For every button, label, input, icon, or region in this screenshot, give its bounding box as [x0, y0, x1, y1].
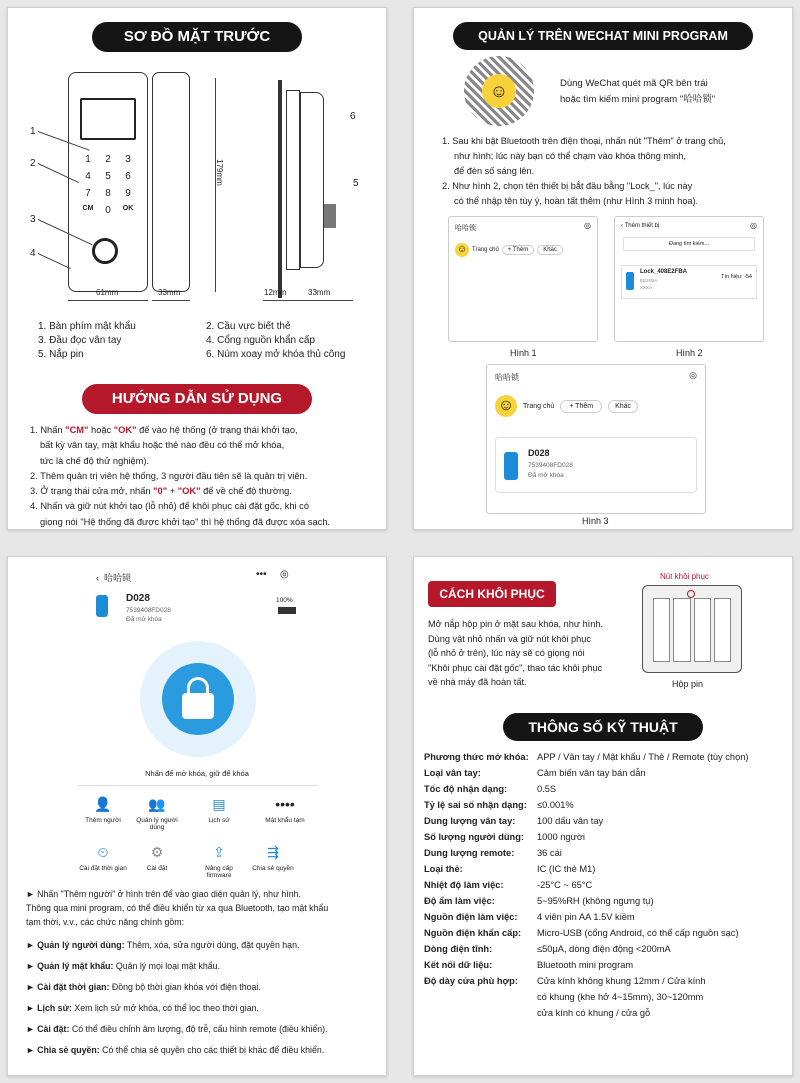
dim-side-a: 12mm: [264, 288, 287, 297]
history-button[interactable]: [194, 793, 244, 824]
smiley-icon: ☺: [495, 395, 517, 417]
spec-row: [424, 989, 789, 1005]
spec-key: Tốc độ nhận dạng:: [424, 784, 508, 794]
spec-value: Cảm biến vân tay bán dẫn: [537, 768, 646, 778]
target-icon: ◎: [750, 221, 757, 230]
device-card[interactable]: [495, 437, 697, 493]
spec-row: [424, 749, 789, 765]
key-2: 2: [105, 154, 111, 165]
target-icon[interactable]: ◎: [280, 569, 289, 580]
legend-item: 1. Bàn phím mật khẩu: [38, 321, 136, 332]
key-8: 8: [105, 188, 111, 199]
step-line: như hình; lúc này bạn có thể chạm vào khóa thông minh,: [454, 151, 686, 161]
spec-row: [424, 973, 789, 989]
feature-item: ► Quản lý mật khẩu: Quản lý mọi loại mật khẩu.: [26, 961, 221, 971]
spec-key: Dung lượng vân tay:: [424, 816, 516, 826]
battery-cell: [714, 598, 731, 662]
dim-line-depth: [152, 300, 190, 301]
intro-line: tạm thời, v.v., các chức năng chính gồm:: [26, 917, 185, 927]
key-1: 1: [85, 154, 91, 165]
spec-key: Dung lượng remote:: [424, 848, 515, 858]
more-icon[interactable]: •••: [256, 569, 267, 580]
add-device-title: Thêm thiết bị: [624, 223, 660, 229]
legend-item: 6. Núm xoay mở khóa thủ công: [206, 349, 346, 360]
guide-highlight: "CM": [65, 425, 89, 435]
icon-label: Lịch sử: [208, 817, 230, 824]
signal-strength: Tín hiệu: -54: [721, 274, 752, 280]
spec-key: Loại thẻ:: [424, 864, 463, 874]
spec-value: ≤0.001%: [537, 800, 574, 810]
search-status: Đang tìm kiếm...: [623, 237, 755, 251]
reset-button-label: Nút khôi phục: [660, 572, 709, 581]
spec-row: [424, 829, 789, 845]
front-diagram-panel: [7, 7, 387, 530]
home-label: Trang chủ: [472, 247, 499, 253]
icon-label: Nâng cấp firmware: [205, 865, 233, 879]
battery-level: 100%: [276, 597, 293, 604]
spec-value: Cửa kính không khung 12mm / Cửa kính: [537, 976, 706, 986]
spec-key: Nhiệt độ làm việc:: [424, 880, 504, 890]
feature-value: Quản lý mọi loại mật khẩu.: [113, 961, 221, 971]
add-person-icon: 👤: [94, 796, 112, 812]
temp-password-button[interactable]: [260, 793, 310, 824]
callout-6: 6: [350, 111, 356, 122]
unlock-hint: Nhấn để mở khóa, giữ để khóa: [145, 769, 249, 778]
home-row: [495, 395, 638, 417]
side-panel-plate: [278, 80, 282, 298]
feature-key: Chia sẻ quyền:: [37, 1045, 100, 1055]
feature-value: Đồng bộ thời gian khóa với điện thoại.: [109, 982, 261, 992]
guide-text: 1. Nhấn: [30, 425, 66, 435]
callout-2: 2: [30, 158, 36, 169]
key-9: 9: [125, 188, 131, 199]
spec-key: Kết nối dữ liệu:: [424, 960, 493, 970]
legend-item: 2. Cầu vực biết thẻ: [206, 321, 291, 332]
key-3: 3: [125, 154, 131, 165]
spec-row: [424, 877, 789, 893]
legend-list: [38, 321, 378, 360]
intro-text: [26, 887, 376, 929]
battery-cells: [653, 598, 731, 662]
spec-key: Tỷ lệ sai số nhận dạng:: [424, 800, 527, 810]
guide-text: +: [167, 486, 178, 497]
callout-3: 3: [30, 214, 36, 225]
key-5: 5: [105, 171, 111, 182]
spec-value: có khung (khe hở 4~15mm), 30~120mm: [537, 992, 704, 1002]
card-reader-window: [80, 98, 136, 140]
guide-highlight: "OK": [177, 486, 201, 497]
spec-row: [424, 893, 789, 909]
feature-item: ► Cài đặt: Có thể điều chỉnh âm lượng, độ trễ, cấu hình remote (điều khiển).: [26, 1024, 328, 1034]
figure-1-caption: Hình 1: [510, 348, 537, 358]
callout-4: 4: [30, 248, 36, 259]
feature-list: [26, 935, 381, 1061]
feature-value: Có thể điều chỉnh âm lượng, độ trễ, cấu hình remote (điều khiển).: [69, 1024, 328, 1034]
spec-list: [424, 749, 789, 1021]
feature-item: ► Cài đặt thời gian: Đồng bộ thời gian khóa với điện thoại.: [26, 982, 261, 992]
feature-item: ► Lịch sử: Xem lịch sử mở khóa, có thể lọc theo thời gian.: [26, 1003, 259, 1013]
guide-highlight: "0": [153, 486, 168, 497]
spec-value: 1000 người: [537, 832, 585, 842]
spec-key: Loại vân tay:: [424, 768, 481, 778]
reset-line: (lỗ nhỏ ở trên), lúc này sẽ có giọng nói: [428, 648, 585, 658]
wechat-steps: [442, 134, 787, 209]
battery-icon: [278, 607, 296, 614]
guide-text: 3. Ở trạng thái cửa mở, nhấn: [30, 486, 154, 497]
icon-label: Cài đặt thời gian: [79, 865, 127, 872]
spec-value: 36 cái: [537, 848, 562, 858]
guide-line: 4. Nhấn và giữ nút khởi tạo (lỗ nhỏ) để khôi phục cài đặt gốc, khi có: [30, 501, 309, 512]
settings-button[interactable]: [132, 841, 182, 872]
reset-specs-panel: [413, 556, 793, 1076]
clock-icon: ⏲: [97, 844, 109, 860]
qr-line: Dùng WeChat quét mã QR bên trái: [560, 78, 708, 89]
wechat-title: QUẢN LÝ TRÊN WECHAT MINI PROGRAM: [453, 22, 753, 50]
spec-value: IC (IC thẻ M1): [537, 864, 596, 874]
spec-row: [424, 765, 789, 781]
guide-line: giọng nói "Hệ thống đã được khởi tạo" thì hệ thống đã được xóa sạch.: [40, 516, 331, 527]
spec-key: Dòng điện tĩnh:: [424, 944, 493, 954]
front-diagram-title: SƠ ĐỒ MẶT TRƯỚC: [92, 22, 302, 52]
spec-value: Bluetooth mini program: [537, 960, 634, 970]
icon-label: Chia sẻ quyền: [252, 865, 294, 872]
spec-value: 0.5S: [537, 784, 557, 794]
legend-item: 4. Cổng nguồn khẩn cấp: [206, 335, 315, 346]
side-glass: [286, 90, 300, 270]
target-icon: ◎: [584, 221, 591, 230]
add-button[interactable]: + Thêm: [502, 245, 534, 255]
lock-sub: EE2FBA: [640, 278, 658, 283]
dim-line-side: [263, 300, 353, 301]
feature-value: Xem lịch sử mở khóa, có thể lọc theo thời gian.: [71, 1003, 259, 1013]
lock-icon: [504, 452, 518, 480]
reset-line: về nhà máy đã hoàn tất.: [428, 677, 527, 687]
lock-icon: [626, 272, 634, 290]
spec-row: [424, 861, 789, 877]
spec-key: Độ dày cửa phù hợp:: [424, 976, 518, 986]
feature-value: Có thể chia sẻ quyền cho các thiết bị khác để điều khiển.: [99, 1045, 325, 1055]
feature-key: Cài đặt thời gian:: [37, 982, 110, 992]
add-button[interactable]: + Thêm: [560, 400, 602, 413]
device-id: 7539408FD028: [126, 607, 171, 614]
battery-box: [642, 585, 742, 673]
app-name: 哈哈锁: [495, 373, 519, 382]
feature-item: ► Chia sẻ quyền: Có thể chia sẻ quyền cho các thiết bị khác để điều khiển.: [26, 1045, 325, 1055]
battery-cell: [653, 598, 670, 662]
qr-instructions: [560, 76, 715, 108]
step-line: 1. Sau khi bật Bluetooth trên điện thoại, nhấn nút "Thêm" ở trang chủ,: [442, 136, 726, 146]
app-name: 哈哈锁: [104, 573, 132, 583]
icon-label: Mật khẩu tạm: [265, 817, 305, 824]
spec-row: [424, 845, 789, 861]
feature-key: Lịch sử:: [37, 1003, 72, 1013]
history-icon: ▤: [212, 796, 226, 812]
feature-key: Cài đặt:: [37, 1024, 70, 1034]
app-control-panel: [7, 556, 387, 1076]
battery-box-label: Hộp pin: [672, 679, 704, 689]
other-button[interactable]: Khác: [608, 400, 638, 413]
guide-line: 2. Thêm quản trị viên hệ thống, 3 người đầu tiên sẽ là quản trị viên.: [30, 470, 308, 481]
padlock-icon: [182, 693, 214, 719]
share-icon: ⇶: [267, 844, 279, 860]
guide-line: tức là chế độ thử nghiệm).: [40, 455, 150, 466]
dim-height: 179mm: [214, 159, 224, 186]
dim-line-front: [68, 300, 148, 301]
users-icon: 👥: [148, 796, 166, 812]
keypad: [78, 154, 140, 216]
key-0: 0: [105, 205, 111, 216]
time-settings-button[interactable]: [78, 841, 128, 872]
back-header[interactable]: ‹ 哈哈锁: [96, 573, 132, 583]
spec-row: [424, 957, 789, 973]
wechat-panel: [413, 7, 793, 530]
key-7: 7: [85, 188, 91, 199]
divider: [78, 785, 318, 786]
guide-text: để vào hệ thống (ở trạng thái khởi tạo,: [136, 425, 298, 435]
guide-line: bất kỳ vân tay, mật khẩu hoặc thẻ nào đều có thể mở khóa,: [40, 440, 285, 451]
fingerprint-reader: [92, 238, 118, 264]
reset-line: Mở nắp hộp pin ở mặt sau khóa, như hình.: [428, 619, 604, 629]
spec-key: Phương thức mở khóa:: [424, 752, 529, 762]
spec-value: Micro-USB (cổng Android, có thể cấp nguồn sạc): [537, 928, 739, 938]
reset-pinhole[interactable]: [687, 590, 695, 598]
feature-item: ► Quản lý người dùng: Thêm, xóa, sửa người dùng, đặt quyền hạn.: [26, 940, 300, 950]
unlock-halo: [140, 641, 256, 757]
user-management-button[interactable]: [132, 793, 182, 831]
smiley-icon: ☺: [482, 74, 516, 108]
reset-line: Dùng vật nhỏ nhấn và giữ nút khôi phục: [428, 633, 591, 644]
device-id: 7539408FD028: [528, 462, 573, 469]
legend-item: 5. Nắp pin: [38, 349, 84, 360]
dim-front-depth: 33mm: [158, 288, 181, 297]
spec-row: [424, 925, 789, 941]
spec-title: THÔNG SỐ KỸ THUẬT: [503, 713, 703, 741]
feature-key: Quản lý mật khẩu:: [37, 961, 114, 971]
guide-text: hoặc: [88, 425, 114, 435]
firmware-upgrade-button[interactable]: [194, 841, 244, 879]
step-line: 2. Như hình 2, chọn tên thiết bị bắt đầu bằng "Lock_", lúc này: [442, 181, 693, 191]
figure-3-screen: [486, 364, 706, 514]
spec-row: [424, 781, 789, 797]
dim-front-width: 61mm: [96, 288, 119, 297]
legend-item: 3. Đầu đọc vân tay: [38, 335, 122, 346]
lock-sub2: XXXA: [640, 285, 653, 290]
gear-icon: ⚙: [150, 844, 164, 860]
icon-label: Quản lý người dùng: [136, 817, 178, 831]
key-cm: CM: [82, 205, 94, 212]
spec-value: -25°C ~ 65°C: [537, 880, 593, 890]
qr-line: hoặc tìm kiếm mini program "哈哈锁": [560, 94, 716, 105]
other-button[interactable]: Khác: [537, 245, 563, 255]
reset-text: [428, 617, 658, 690]
icon-label: Cài đặt: [146, 865, 168, 872]
device-status: Đã mở khóa: [126, 616, 162, 623]
smiley-icon: ☺: [456, 244, 468, 255]
spec-row: [424, 1005, 789, 1021]
key-4: 4: [85, 171, 91, 182]
qr-code: [464, 56, 534, 126]
spec-key: Nguồn điện khẩn cấp:: [424, 928, 522, 938]
home-label: Trang chủ: [523, 402, 555, 410]
side-body: [300, 92, 324, 268]
guide-highlight: "OK": [113, 425, 137, 435]
leader-4: [38, 253, 71, 269]
spec-value: ≤50μA, dòng điện động <200mA: [537, 944, 671, 954]
device-name: D028: [528, 448, 550, 458]
battery-cell: [694, 598, 711, 662]
lock-side-body: [152, 72, 190, 292]
spec-row: [424, 797, 789, 813]
device-status: Đã mở khóa: [528, 472, 564, 479]
key-ok: OK: [122, 205, 134, 212]
key-6: 6: [125, 171, 131, 182]
guide-text: để về chế độ thường.: [200, 486, 292, 497]
home-row: [455, 243, 563, 257]
more-dots-icon: ••••: [275, 796, 295, 812]
spec-key: Số lượng người dùng:: [424, 832, 525, 842]
step-line: có thể nhập tên tùy ý, hoàn tất thêm (như Hình 3 minh họa).: [454, 196, 699, 206]
intro-line: Thông qua mini program, có thể điều khiển từ xa qua Bluetooth, tạo mật khẩu: [26, 903, 329, 913]
share-permission-button[interactable]: [248, 841, 298, 872]
guide-line: [30, 423, 380, 438]
guide-line: [30, 484, 380, 499]
callout-1: 1: [30, 126, 36, 137]
reset-line: "Khôi phục cài đặt gốc", thao tác khôi phục: [428, 662, 603, 673]
upgrade-icon: ⇪: [213, 844, 225, 860]
lock-name: Lock_408E2FBA: [640, 269, 688, 275]
intro-line: ► Nhấn "Thêm người" ở hình trên để vào giao diện quản lý, như hình.: [26, 889, 301, 899]
step-line: để đèn số sáng lên.: [454, 166, 535, 176]
feature-value: Thêm, xóa, sửa người dùng, đặt quyền hạn.: [124, 940, 300, 950]
add-person-button[interactable]: [78, 793, 128, 824]
figure-2-screen: [614, 216, 764, 342]
guide-list: [30, 423, 380, 530]
spec-value: cửa kính có khung / cửa gỗ: [537, 1008, 651, 1018]
spec-value: APP / Vân tay / Mật khẩu / Thẻ / Remote (tùy chọn): [537, 752, 749, 762]
device-name: D028: [126, 593, 150, 604]
manual-knob: [324, 204, 336, 228]
callout-5: 5: [353, 178, 359, 189]
target-icon: ◎: [689, 370, 697, 380]
guide-title: HƯỚNG DẪN SỬ DỤNG: [82, 384, 312, 414]
spec-value: 5~95%RH (không ngưng tụ): [537, 896, 654, 906]
icon-label: Thêm người: [85, 817, 121, 824]
unlock-button[interactable]: [162, 663, 234, 735]
figure-3-caption: Hình 3: [582, 516, 609, 526]
dim-side-b: 33mm: [308, 288, 331, 297]
device-row[interactable]: [621, 265, 757, 299]
spec-value: 100 dấu vân tay: [537, 816, 604, 826]
spec-key: Nguồn điện làm việc:: [424, 912, 518, 922]
spec-key: Độ ẩm làm việc:: [424, 896, 495, 906]
spec-row: [424, 941, 789, 957]
add-device-header: ‹ Thêm thiết bị: [621, 223, 660, 229]
app-name: 哈哈锁: [455, 225, 476, 232]
spec-value: 4 viên pin AA 1.5V kiềm: [537, 912, 635, 922]
lock-icon: [96, 595, 108, 617]
spec-row: [424, 813, 789, 829]
feature-key: Quản lý người dùng:: [37, 940, 125, 950]
battery-cell: [673, 598, 690, 662]
figure-1-screen: [448, 216, 598, 342]
spec-row: [424, 909, 789, 925]
reset-title: CÁCH KHÔI PHỤC: [428, 581, 556, 607]
figure-2-caption: Hình 2: [676, 348, 703, 358]
